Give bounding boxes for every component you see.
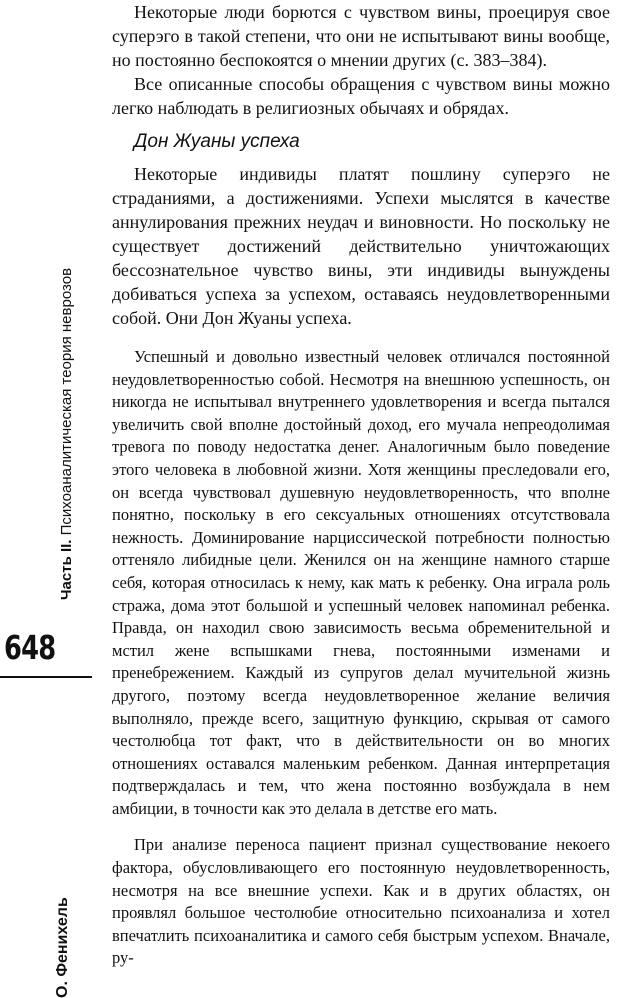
running-head-author: О. Фенихель: [54, 897, 71, 998]
paragraph-projection: Некоторые люди борются с чувством вины, проецируя свое суперэго в такой степени, что они не испытывают вины вообще, но постоянно беспокоятся о мнении других (с. 383–384).: [112, 2, 610, 70]
running-head-part: [58, 268, 75, 600]
page-body: [112, 0, 610, 970]
page-margin-sidebar: [0, 0, 96, 998]
paragraph-religious-customs: Все описанные способы обращения с чувством вины можно легко наблюдать в религиозных обычаях и обрядах.: [112, 74, 610, 118]
part-label: Часть II.: [58, 539, 75, 600]
case-transference-paragraph: При анализе переноса пациент признал существование некоего фактора, обусловливающего его постоянную неудовлетворенность, несмотря на все внешние успехи. Как и в других областях, он проявлял большое честолюбие относительно психоанализа и хотел впечатлить психоаналитика и самого себя быстрым успехом. Вначале, ру-: [112, 835, 610, 968]
paragraph-success-don-juans: Некоторые индивиды платят пошлину суперэго не страданиями, а достижениями. Успехи мыслятся в качестве аннулирования прежних неудач и виновности. Но поскольку не существует достижений действительно уничтожающих бессознательное чувство вины, эти индивиды вынуждены добиваться успеха за успехом, оставаясь неудовлетворенными собой. Они Дон Жуаны успеха.: [112, 164, 610, 328]
section-subheading: Дон Жуаны успеха: [134, 131, 300, 152]
case-example-paragraph: Успешный и довольно известный человек отличался постоянной неудовлетворенностью собой. Несмотря на внешнюю успешность, он никогда не испытывал внутреннего удовлетворения и всегда пытался увеличить свой вполне достойный доход, его мучала непреодолимая тревога по поводу недостатка денег. Аналогичным было поведение этого человека в любовной жизни. Хотя женщины преследовали его, он всегда чувствовал душевную неудовлетворенность, что вполне понятно, поскольку в его сексуальных отношениях отсутствовала нежность. Доминирование нарциссической потребности полностью оттеняло либидные цели. Женился он на женщине намного старше себя, которая относилась к нему, как мать к ребенку. Она играла роль стража, дома этот большой и успешный человек напоминал ребенка. Правда, он находил свою зависимость весьма обременительной и мстил жене вспышками гнева, постоянными изменами и пренебрежением. Каждый из супругов делал мучительной жизнь другого, поэтому всегда неудовлетворенное желание величия выполняло, прежде всего, защитную функцию, скрывая от самого честолюбца тот факт, что в действительности он во многих отношениях оставался маленьким ребенком. Данная интерпретация подтверждалась и тем, что жена постоянно возбуждала в нем амбиции, в точности как это делала в детстве его мать.: [112, 347, 610, 818]
part-title: Психоаналитическая теория неврозов: [58, 267, 75, 536]
page-number-rule: [0, 676, 92, 678]
page-number: 648: [4, 628, 56, 667]
